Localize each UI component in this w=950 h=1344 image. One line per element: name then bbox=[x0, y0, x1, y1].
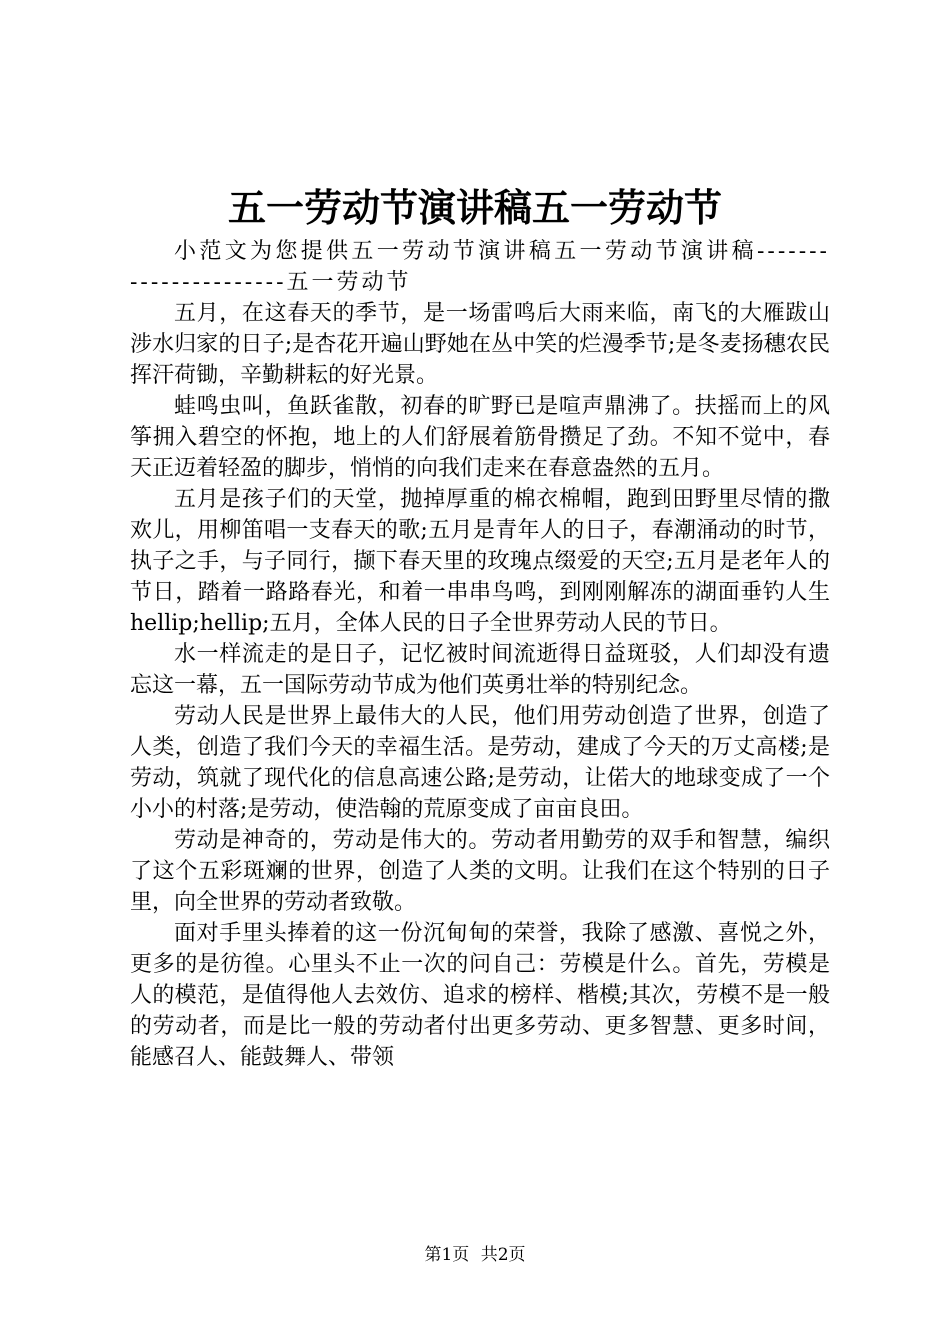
paragraph: 劳动人民是世界上最伟大的人民，他们用劳动创造了世界，创造了人类，创造了我们今天的幸福生活。是劳动，建成了今天的万丈高楼;是劳动，筑就了现代化的信息高速公路;是劳动，让偌大的地球变成了一个小小的村落;是劳动，使浩翰的荒原变成了亩亩良田。 bbox=[130, 704, 830, 822]
paragraph-intro: 小范文为您提供五一劳动节演讲稿五一劳动节演讲稿----------------------五一劳动节 bbox=[130, 239, 830, 295]
paragraph: 蛙鸣虫叫，鱼跃雀散，初春的旷野已是喧声鼎沸了。扶摇而上的风筝拥入碧空的怀抱，地上的人们舒展着筋骨攒足了劲。不知不觉中，春天正迈着轻盈的脚步，悄悄的向我们走来在春意盎然的五月。 bbox=[130, 394, 830, 481]
paragraph: 劳动是神奇的，劳动是伟大的。劳动者用勤劳的双手和智慧，编织了这个五彩斑斓的世界，创造了人类的文明。让我们在这个特别的日子里，向全世界的劳动者致敬。 bbox=[130, 828, 830, 915]
page-total: 共2页 bbox=[480, 1245, 526, 1265]
page-footer bbox=[0, 1240, 950, 1265]
paragraph: 面对手里头捧着的这一份沉甸甸的荣誉，我除了感激、喜悦之外，更多的是彷徨。心里头不止一次的问自己：劳模是什么。首先，劳模是人的模范，是值得他人去效仿、追求的榜样、楷模;其次，劳模不是一般的劳动者，而是比一般的劳动者付出更多劳动、更多智慧、更多时间，能感召人、能鼓舞人、带领 bbox=[130, 921, 830, 1070]
document-body bbox=[130, 236, 830, 1073]
paragraph: 五月，在这春天的季节，是一场雷鸣后大雨来临，南飞的大雁跋山涉水归家的日子;是杏花开遍山野她在丛中笑的烂漫季节;是冬麦扬穗农民挥汗荷锄，辛勤耕耘的好光景。 bbox=[130, 301, 830, 388]
paragraph: 五月是孩子们的天堂，抛掉厚重的棉衣棉帽，跑到田野里尽情的撒欢儿，用柳笛唱一支春天的歌;五月是青年人的日子，春潮涌动的时节，执子之手，与子同行，撷下春天里的玫瑰点缀爱的天空;五月是老年人的节日，踏着一路路春光，和着一串串鸟鸣，到刚刚解冻的湖面垂钓人生hellip;hellip;五月，全体人民的日子全世界劳动人民的节日。 bbox=[130, 487, 830, 636]
page-number: 第1页 bbox=[424, 1245, 470, 1265]
document-title: 五一劳动节演讲稿五一劳动节 bbox=[227, 185, 722, 230]
paragraph: 水一样流走的是日子，记忆被时间流逝得日益斑驳，人们却没有遗忘这一幕，五一国际劳动节成为他们英勇壮举的特别纪念。 bbox=[130, 642, 830, 698]
